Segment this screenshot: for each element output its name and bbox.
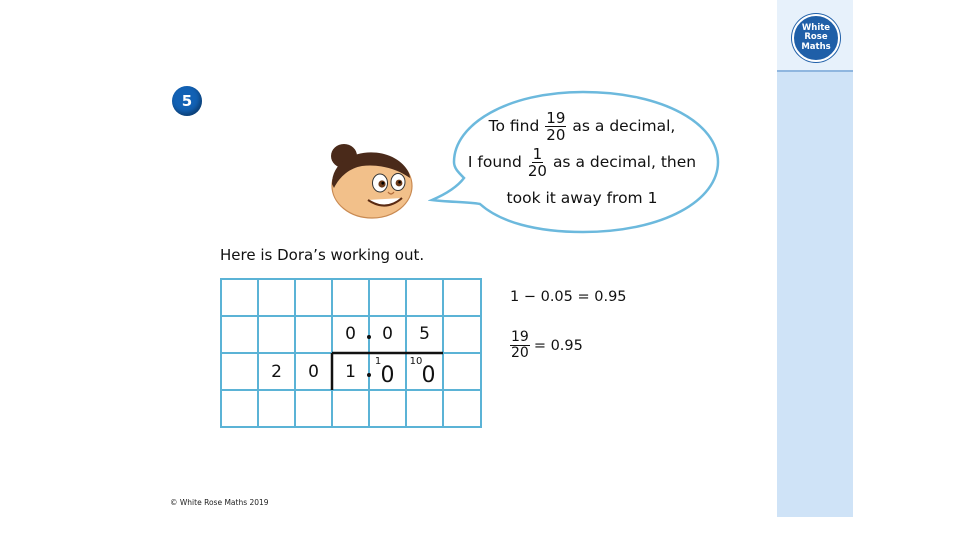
quotient-digit: 5 xyxy=(419,324,430,344)
question-number-badge: 5 xyxy=(172,86,202,116)
right-sidebar xyxy=(777,0,853,517)
carry-digit: 1 xyxy=(374,356,382,367)
divisor-digit: 2 xyxy=(271,362,282,382)
dividend-digit: 0 xyxy=(421,363,436,388)
dividend-digit: 0 xyxy=(380,363,395,388)
fraction-1-20: $\frac{1}{20}$ xyxy=(527,144,547,180)
sidebar-header xyxy=(777,0,853,72)
intro-text: Here is Dora’s working out. xyxy=(220,246,425,264)
speech-bubble-text: To find $\frac{19}{20}$ as a decimal, I found $\frac{1}{20}$ as a decimal, then took it away from 1 xyxy=(467,108,697,207)
fraction-19-20: $\frac{19}{20}$ xyxy=(511,329,529,361)
white-rose-maths-logo: White Rose Maths xyxy=(792,14,840,62)
fraction-equation: $\frac{19}{20}$ = 0.95 xyxy=(511,329,583,361)
quotient-digit: 0 xyxy=(382,324,393,344)
dora-character-icon xyxy=(322,136,418,222)
dividend-digit: 1 xyxy=(345,362,356,382)
grid-lines xyxy=(220,278,482,428)
carry-digit: 10 xyxy=(409,356,423,367)
division-grid xyxy=(220,278,482,428)
quotient-digit: 0 xyxy=(345,324,356,344)
fraction-19-20: $\frac{19}{20}$ xyxy=(546,108,566,144)
copyright-text: © White Rose Maths 2019 xyxy=(170,498,269,507)
divisor-digit: 0 xyxy=(308,362,319,382)
subtraction-equation: 1 − 0.05 = 0.95 xyxy=(510,289,627,305)
